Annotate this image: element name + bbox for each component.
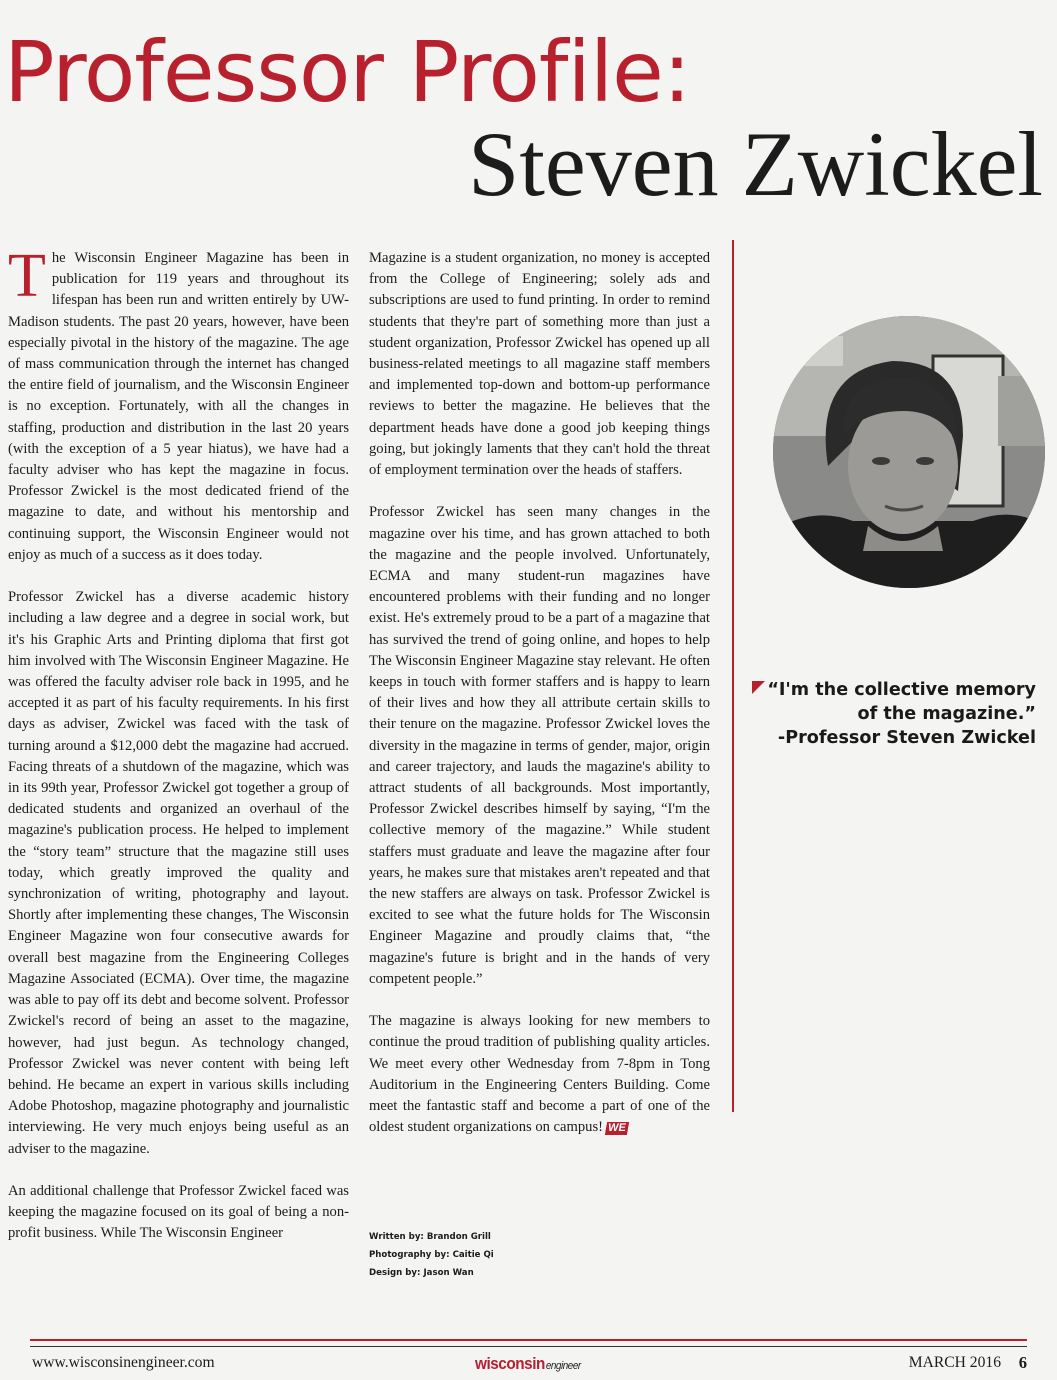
title-line-2: Steven Zwickel [468,113,1043,215]
pull-quote [766,678,1036,750]
pull-quote-line-1: “I'm the collective memory [767,680,1036,700]
page-number: 6 [1018,1353,1027,1372]
article-paragraph-3-end: Magazine is a student organization, no money is accepted from the College of Engineering; solely ads and subscriptions are used to fund printing. In order to remind students that they're part of something more than just a student organization, Professor Zwickel has opened up all business-related meetings to all magazine staff members and implemented top-down and bottom-up performance reviews to better the magazine. He believes that the department heads have done a good job keeping things going, but jokingly laments that they can't hold the threat of employment termination over the heads of staffers. [369,250,710,479]
footer-logo-sub: engineer [545,1360,581,1372]
credits [369,1228,494,1282]
quote-marker-icon [752,681,765,694]
footer-rule-red [30,1339,1027,1341]
footer-logo [475,1354,581,1374]
article-column-1 [8,242,349,1266]
footer-logo-main: wisconsin [475,1354,545,1373]
footer-rule-dark [30,1346,1027,1347]
footer-date: MARCH 2016 [908,1354,1001,1371]
paragraph-5-text: The magazine is always looking for new members to continue the proud tradition of publishing quality articles. We meet every other Wednesday from 7-8pm in Tong Auditorium in the Engineering Centers Building. Come meet the fantastic staff and become a part of one of the oldest student organizations on campus! [369,1013,710,1136]
article-paragraph-3-start: An additional challenge that Professor Zwickel faced was keeping the magazine focused on its goal of being a non-profit business. While The Wisconsin Engineer [8,1182,349,1242]
footer-url: www.wisconsinengineer.com [32,1354,215,1371]
title-line-1: Professor Profile: [4,23,691,121]
paragraph-1-text: he Wisconsin Engineer Magazine has been in publication for 119 years and throughout its lifespan has been run and written entirely by UW-Madison students. The past 20 years, however, have been especially pivotal in the history of the magazine. The age of mass communication through the internet has changed the entire field of journalism, and the Wisconsin Engineer is no exception. Fortunately, with all the changes in staffing, production and distribution in the last 20 years (with the exception of a 5 year hiatus), we have had a faculty adviser who has kept the magazine in focus. Professor Zwickel is the most dedicated friend of the magazine to date, and without his mentorship and continuing support, the Wisconsin Engineer would not enjoy as much of a success as it does today. [8,250,349,563]
column-divider [732,240,734,1112]
article-paragraph-1 [8,242,349,566]
article-column-2 [369,248,710,1160]
pull-quote-line-2: of the magazine.” [857,704,1036,724]
article-paragraph-4: Professor Zwickel has seen many changes in the magazine over his time, and has grown attached to both the magazine and the people involved. Unfortunately, ECMA and many student-run magazines have encountered problems with their funding and no longer exist. He's extremely proud to be a part of a magazine that has survived the trend of going online, and hopes to help The Wisconsin Engineer Magazine stay relevant. He often keeps in touch with former staffers and is happy to learn of their lives and how they all attribute certain skills to their tenure on the magazine. Professor Zwickel loves the diversity in the magazine in terms of gender, major, origin and career trajectory, and lauds the magazine's ability to attract students of all backgrounds. Most importantly, Professor Zwickel describes himself by saying, “I'm the collective memory of the magazine.” While student staffers must graduate and leave the magazine after four years, he makes sure that mistakes aren't repeated and that the new staffers are always on task. Professor Zwickel is excited to see what the future holds for The Wisconsin Engineer Magazine and proudly claims that, “the magazine's future is bright and in the hands of very competent people.” [369,504,710,987]
article-paragraph-2: Professor Zwickel has a diverse academic history including a law degree and a degree in social work, but it's his Graphic Arts and Printing diploma that first got him involved with The Wisconsin Engineer Magazine. He was offered the faculty adviser role back in 1995, and he accepted it as part of his faculty requirements. In his first days as adviser, Zwickel was faced with the task of turning around a $12,000 debt the magazine had accrued. Facing threats of a shutdown of the magazine, which was in its 99th year, Professor Zwickel got together a group of dedicated students and organized an overhaul of the magazine's publication process. He helped to implement the “story team” structure that the magazine still uses today, which greatly improved the quality and synchronization of writing, photography and layout. Shortly after implementing these changes, The Wisconsin Engineer Magazine won four consecutive awards for overall best magazine from the Engineering Colleges Magazine Associated (ECMA). Over time, the magazine was able to pay off its debt and become solvent. Professor Zwickel's record of being an asset to the magazine, however, had just begun. As technology changed, Professor Zwickel was never content with being left behind. He became an expert in various skills including Adobe Photoshop, magazine photography and journalistic interviewing. He very much enjoys being useful as an adviser to the magazine. [8,589,349,1157]
drop-cap: T [8,242,46,310]
credit-writer: Written by: Brandon Grill [369,1232,491,1242]
portrait-photo [773,316,1045,588]
credit-photo: Photography by: Caitie Qi [369,1250,494,1260]
credit-design: Design by: Jason Wan [369,1268,474,1278]
pull-quote-attribution: -Professor Steven Zwickel [777,728,1036,748]
end-mark-icon: WE [605,1122,629,1135]
article-paragraph-5 [369,1011,710,1138]
